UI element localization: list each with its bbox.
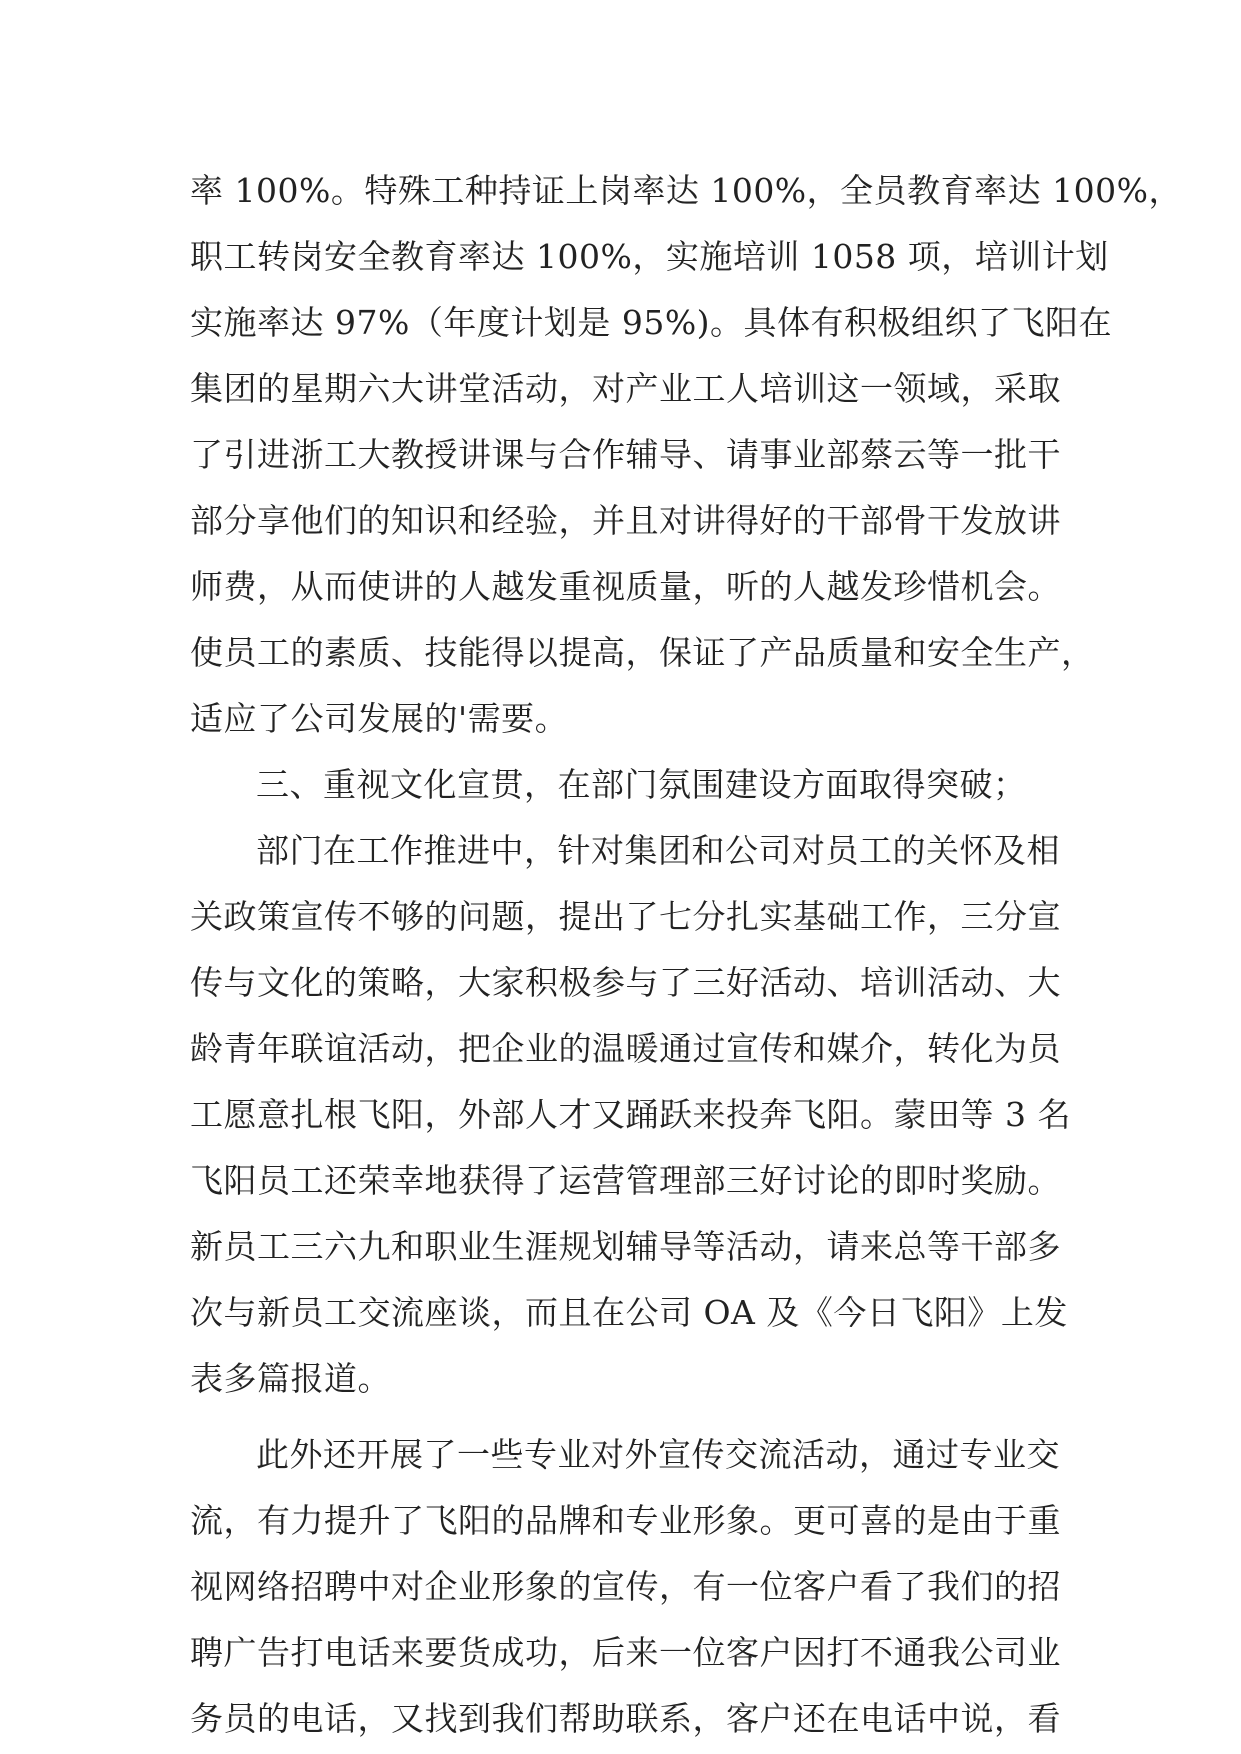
paragraph-start-line: 此外还开展了一些专业对外宣传交流活动，通过专业交 [256, 1435, 1060, 1474]
text-line: 职工转岗安全教育率达 100%，实施培训 1058 项，培训计划 [190, 237, 1109, 276]
text-line: 流，有力提升了飞阳的品牌和专业形象。更可喜的是由于重 [190, 1501, 1061, 1540]
text-line: 次与新员工交流座谈，而且在公司 OA 及《今日飞阳》上发 [190, 1293, 1068, 1332]
text-line: 务员的电话，又找到我们帮助联系，客户还在电话中说，看 [190, 1699, 1061, 1738]
text-line: 关政策宣传不够的问题，提出了七分扎实基础工作，三分宣 [190, 897, 1061, 936]
text-line: 实施率达 97%（年度计划是 95%)。具体有积极组织了飞阳在 [190, 303, 1113, 342]
text-line: 集团的星期六大讲堂活动，对产业工人培训这一领域，采取 [190, 369, 1061, 408]
text-line: 使员工的素质、技能得以提高，保证了产品质量和安全生产， [190, 633, 1095, 672]
text-line: 传与文化的策略，大家积极参与了三好活动、培训活动、大 [190, 963, 1061, 1002]
text-line: 飞阳员工还荣幸地获得了运营管理部三好讨论的即时奖励。 [190, 1161, 1061, 1200]
body-text [190, 158, 1182, 1752]
text-line: 工愿意扎根飞阳，外部人才又踊跃来投奔飞阳。蒙田等 3 名 [190, 1095, 1071, 1134]
paragraph-start-line: 部门在工作推进中，针对集团和公司对员工的关怀及相 [256, 831, 1060, 870]
text-line: 聘广告打电话来要货成功，后来一位客户因打不通我公司业 [190, 1633, 1061, 1672]
text-line: 了引进浙工大教授讲课与合作辅导、请事业部蔡云等一批干 [190, 435, 1061, 474]
paragraph-gap [190, 1412, 1070, 1422]
text-line: 龄青年联谊活动，把企业的温暖通过宣传和媒介，转化为员 [190, 1029, 1061, 1068]
text-line: 率 100%。特殊工种持证上岗率达 100%，全员教育率达 100%， [190, 171, 1182, 210]
text-line: 部分享他们的知识和经验，并且对讲得好的干部骨干发放讲 [190, 501, 1061, 540]
text-line: 新员工三六九和职业生涯规划辅导等活动，请来总等干部多 [190, 1227, 1061, 1266]
text-line: 视网络招聘中对企业形象的宣传，有一位客户看了我们的招 [190, 1567, 1061, 1606]
section-heading: 三、重视文化宣贯，在部门氛围建设方面取得突破； [256, 765, 1027, 804]
text-line: 表多篇报道。 [190, 1359, 391, 1398]
text-line: 适应了公司发展的'需要。 [190, 699, 569, 738]
text-line: 师费，从而使讲的人越发重视质量，听的人越发珍惜机会。 [190, 567, 1061, 606]
